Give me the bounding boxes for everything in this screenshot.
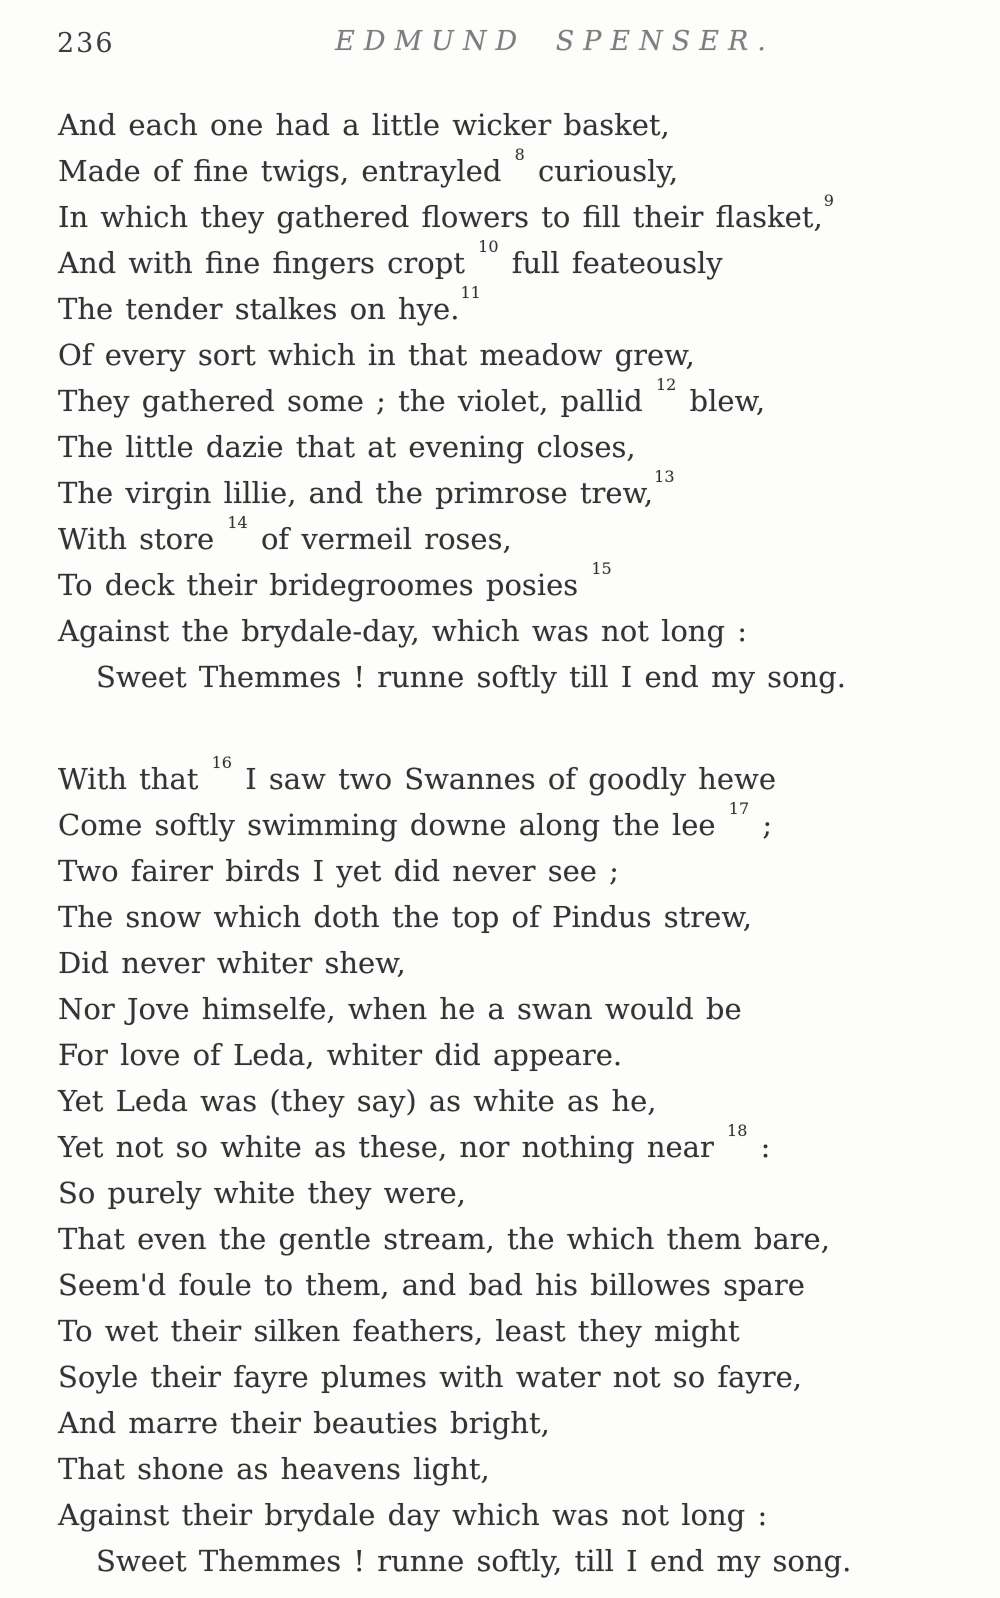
stanza-2 xyxy=(58,753,970,1584)
poem-line xyxy=(58,1446,970,1492)
line-text: In which they gathered flowers to fill their flasket, xyxy=(58,200,823,234)
line-text: Sweet Themmes ! runne softly, till I end my song. xyxy=(96,1544,852,1578)
poem-line xyxy=(58,986,970,1032)
poem-line xyxy=(58,467,970,516)
poem-line xyxy=(58,1262,970,1308)
line-text: The little dazie that at evening closes, xyxy=(58,430,636,464)
footnote-ref: 17 xyxy=(728,799,750,819)
footnote-ref: 11 xyxy=(460,283,481,303)
line-text: For love of Leda, whiter did appeare. xyxy=(58,1038,623,1072)
poem-line xyxy=(58,1032,970,1078)
line-text: To deck their bridegroomes posies xyxy=(58,568,591,602)
footnote-ref: 8 xyxy=(514,145,525,165)
poem-line xyxy=(58,1078,970,1124)
page-number: 236 xyxy=(57,28,115,59)
poem-line xyxy=(58,1170,970,1216)
poem-line xyxy=(58,237,970,286)
line-text: That even the gentle stream, the which them bare, xyxy=(58,1222,830,1256)
poem-line xyxy=(58,940,970,986)
footnote-ref: 16 xyxy=(211,753,232,773)
line-text: Nor Jove himselfe, when he a swan would be xyxy=(58,992,742,1026)
poem-line xyxy=(58,753,970,802)
poem-line xyxy=(58,608,970,654)
poem-line xyxy=(58,1400,970,1446)
line-text: Against their brydale day which was not long : xyxy=(58,1498,768,1532)
poem-line xyxy=(58,894,970,940)
line-text: I saw two Swannes of goodly hewe xyxy=(232,762,776,796)
footnote-ref: 15 xyxy=(591,559,612,579)
poem xyxy=(58,102,970,1584)
poem-line xyxy=(58,848,970,894)
poem-line xyxy=(58,145,970,194)
line-text: To wet their silken feathers, least they might xyxy=(58,1314,740,1348)
line-text: That shone as heavens light, xyxy=(58,1452,490,1486)
line-text: And each one had a little wicker basket, xyxy=(58,108,670,142)
line-text: full feateously xyxy=(499,246,723,280)
line-text: With store xyxy=(58,522,227,556)
poem-line xyxy=(58,1492,970,1538)
poem-line xyxy=(58,191,970,240)
poem-line xyxy=(58,102,970,148)
poem-line xyxy=(58,424,970,470)
poem-line xyxy=(58,513,970,562)
line-text: Yet not so white as these, nor nothing near xyxy=(58,1130,727,1164)
poem-line xyxy=(58,654,970,700)
line-text: Yet Leda was (they say) as white as he, xyxy=(58,1084,657,1118)
running-title: EDMUND SPENSER. xyxy=(335,26,775,57)
line-text: curiously, xyxy=(525,154,679,188)
poem-line xyxy=(58,283,970,332)
poem-line xyxy=(58,1216,970,1262)
poem-line xyxy=(58,1121,970,1170)
footnote-ref: 9 xyxy=(823,191,834,211)
line-text: : xyxy=(748,1130,771,1164)
page-header xyxy=(0,26,1000,66)
footnote-ref: 14 xyxy=(227,513,248,533)
line-text: And marre their beauties bright, xyxy=(58,1406,550,1440)
line-text: So purely white they were, xyxy=(58,1176,466,1210)
footnote-ref: 13 xyxy=(654,467,675,487)
line-text: ; xyxy=(750,808,773,842)
poem-line xyxy=(58,559,970,608)
footnote-ref: 12 xyxy=(655,375,677,395)
line-text: And with fine fingers cropt xyxy=(58,246,478,280)
footnote-ref: 10 xyxy=(478,237,499,257)
poem-line xyxy=(58,332,970,378)
poem-line xyxy=(58,375,970,424)
line-text: Come softly swimming downe along the lee xyxy=(58,808,728,842)
line-text: Two fairer birds I yet did never see ; xyxy=(58,854,619,888)
line-text: blew, xyxy=(677,384,766,418)
line-text: Against the brydale-day, which was not long : xyxy=(58,614,748,648)
line-text: Of every sort which in that meadow grew, xyxy=(58,338,695,372)
poem-line xyxy=(58,1308,970,1354)
line-text: Seem'd foule to them, and bad his billowes spare xyxy=(58,1268,805,1302)
line-text: Soyle their fayre plumes with water not so fayre, xyxy=(58,1360,803,1394)
line-text: Made of fine twigs, entrayled xyxy=(58,154,514,188)
poem-line xyxy=(58,1354,970,1400)
poem-line xyxy=(58,1538,970,1584)
line-text: The virgin lillie, and the primrose trew, xyxy=(58,476,654,510)
line-text: of vermeil roses, xyxy=(248,522,512,556)
line-text: Did never whiter shew, xyxy=(58,946,406,980)
line-text: The snow which doth the top of Pindus strew, xyxy=(58,900,752,934)
footnote-ref: 18 xyxy=(727,1121,748,1141)
line-text: With that xyxy=(58,762,211,796)
poem-line xyxy=(58,799,970,848)
line-text: Sweet Themmes ! runne softly till I end my song. xyxy=(96,660,846,694)
stanza-1 xyxy=(58,102,970,700)
line-text: The tender stalkes on hye. xyxy=(58,292,460,326)
line-text: They gathered some ; the violet, pallid xyxy=(58,384,655,418)
